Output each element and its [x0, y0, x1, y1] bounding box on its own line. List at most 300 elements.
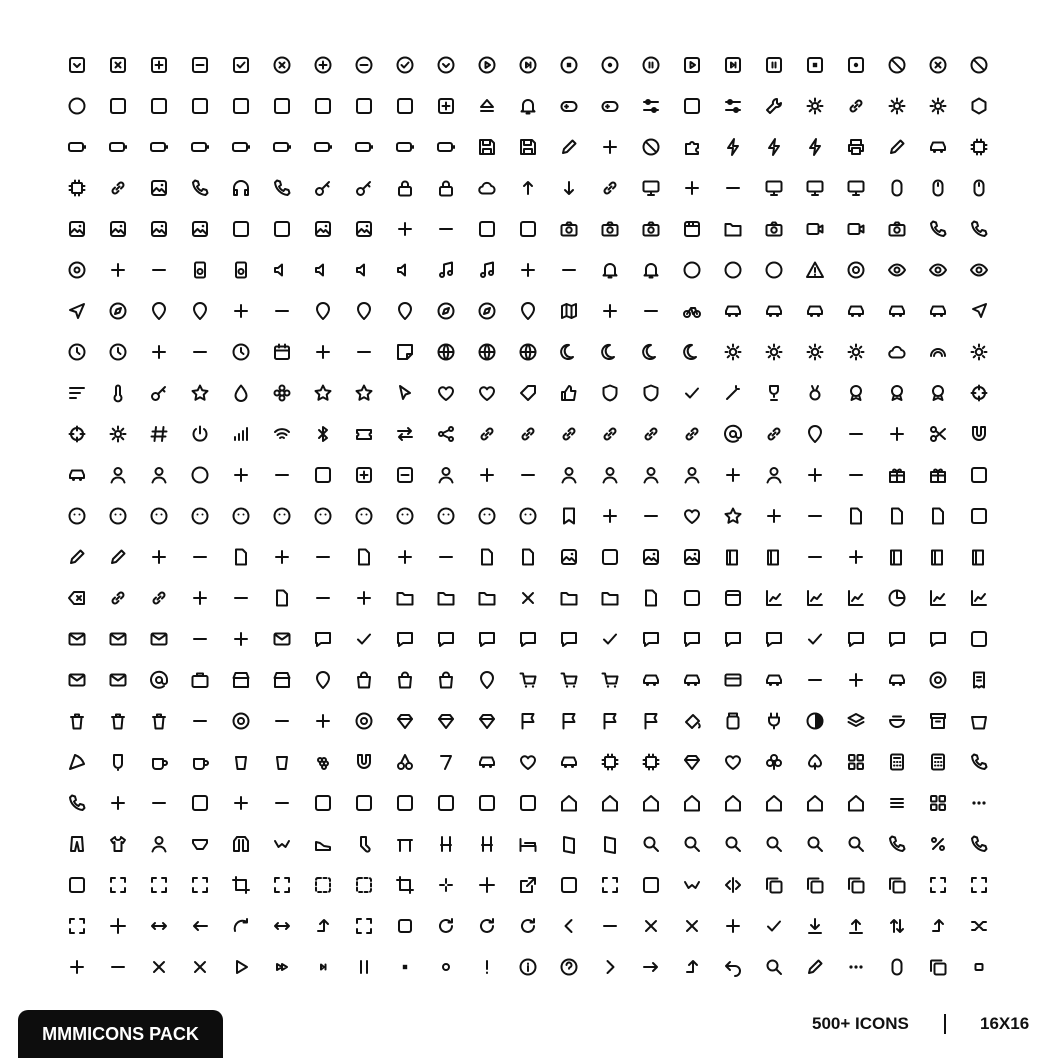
sock-icon	[343, 823, 384, 864]
corner-box-icon	[56, 864, 97, 905]
mouse-icon	[917, 167, 958, 208]
bolt-off-icon	[794, 126, 835, 167]
club-icon	[753, 741, 794, 782]
monitor-window-icon	[753, 167, 794, 208]
link-icon	[466, 413, 507, 454]
bolt-alt-icon	[753, 126, 794, 167]
gift-alt-icon	[917, 454, 958, 495]
user-alt-filled-icon	[589, 454, 630, 495]
shield-icon	[589, 372, 630, 413]
underwear-icon	[179, 823, 220, 864]
pin-add-icon	[302, 290, 343, 331]
calendar-minus-icon	[343, 331, 384, 372]
trousers-icon	[138, 823, 179, 864]
link-chain-icon	[835, 85, 876, 126]
dice-6-icon	[507, 782, 548, 823]
award-alt-icon	[876, 372, 917, 413]
train-alt-icon	[917, 290, 958, 331]
grid-icon	[917, 782, 958, 823]
check-icon	[753, 905, 794, 946]
sliders-alt-icon	[712, 85, 753, 126]
pin-plus-icon	[220, 290, 261, 331]
copy-icon	[753, 864, 794, 905]
car-alt-icon	[835, 290, 876, 331]
home-3-icon	[630, 782, 671, 823]
chat-alert-icon	[507, 618, 548, 659]
crop-icon	[384, 864, 425, 905]
photo-minus-icon	[425, 208, 466, 249]
calculator-grid-icon	[835, 741, 876, 782]
face-sad-icon	[56, 495, 97, 536]
store-icon	[220, 659, 261, 700]
pin-tack-minus-icon	[835, 413, 876, 454]
moon-icon	[671, 331, 712, 372]
check-circle-icon	[384, 44, 425, 85]
bus-icon	[712, 290, 753, 331]
clip-icon	[507, 413, 548, 454]
card-diamond-icon	[466, 741, 507, 782]
clipboard-minus-icon	[220, 577, 261, 618]
battery-low-icon	[97, 126, 138, 167]
list-box-icon	[671, 577, 712, 618]
arrows-h-icon	[138, 905, 179, 946]
chip-alt-icon	[56, 167, 97, 208]
zoom-in-icon	[712, 823, 753, 864]
bicycle-icon	[671, 290, 712, 331]
puzzle-icon	[671, 126, 712, 167]
shirt-icon	[97, 823, 138, 864]
clock-alert-icon	[220, 331, 261, 372]
bookmark-icon	[548, 495, 589, 536]
badge-ribbon-icon	[917, 372, 958, 413]
file-plus-alt-icon	[384, 536, 425, 577]
diamond-shape-icon	[671, 741, 712, 782]
face-worried-icon	[343, 495, 384, 536]
coin-icon	[220, 700, 261, 741]
card-icon	[753, 659, 794, 700]
diamond-alt-icon	[425, 700, 466, 741]
user-icon	[425, 454, 466, 495]
mail-alt-icon	[97, 618, 138, 659]
music-minus-icon	[548, 249, 589, 290]
user-plus-icon	[466, 454, 507, 495]
dice-minus-icon	[261, 782, 302, 823]
files-minus-icon	[302, 577, 343, 618]
camera-alt-icon	[589, 208, 630, 249]
sun-small-icon	[794, 331, 835, 372]
calendar-user-icon	[97, 454, 138, 495]
home-5-icon	[712, 782, 753, 823]
arrow-right-small-icon	[630, 946, 671, 987]
record-box-icon	[835, 44, 876, 85]
phone-call-icon	[876, 823, 917, 864]
chat-check-alt-icon	[589, 618, 630, 659]
id-card-icon	[56, 454, 97, 495]
home-alt-icon	[589, 782, 630, 823]
bed-icon	[507, 823, 548, 864]
alarm-clock-icon	[56, 331, 97, 372]
expand-icon	[97, 864, 138, 905]
jacket-icon	[220, 823, 261, 864]
shopping-bag-alt-icon	[466, 659, 507, 700]
wifi-icon	[261, 413, 302, 454]
chip-ring-icon	[630, 741, 671, 782]
basket-icon	[343, 659, 384, 700]
cart-icon	[507, 659, 548, 700]
attachment-icon	[712, 413, 753, 454]
bookmark-star-icon	[712, 495, 753, 536]
close-small-icon	[138, 946, 179, 987]
mail-x-icon	[261, 618, 302, 659]
location-icon	[138, 290, 179, 331]
power-icon	[179, 413, 220, 454]
easel-icon	[138, 208, 179, 249]
coin-alert-icon	[343, 700, 384, 741]
memory-card-icon	[917, 126, 958, 167]
skip-circle-icon	[507, 44, 548, 85]
chat-square-icon	[917, 618, 958, 659]
star-off-icon	[343, 372, 384, 413]
code-box-icon	[138, 85, 179, 126]
pie-chart-icon	[753, 577, 794, 618]
card-spade-icon	[548, 741, 589, 782]
save-alt-icon	[507, 126, 548, 167]
music-note-icon	[425, 249, 466, 290]
info-small-icon	[507, 946, 548, 987]
bookmark-plus-icon	[589, 495, 630, 536]
rotate-ccw-icon	[507, 905, 548, 946]
chat-icon	[466, 618, 507, 659]
battery-half-alt-icon	[343, 126, 384, 167]
pack-name-badge	[18, 1010, 223, 1058]
copy-stack-icon	[876, 864, 917, 905]
landscape-box-icon	[220, 208, 261, 249]
sliders-icon	[630, 85, 671, 126]
clock-plus-icon	[138, 331, 179, 372]
bucket-icon	[958, 700, 999, 741]
close-box-icon	[97, 44, 138, 85]
target-camera-icon	[876, 208, 917, 249]
file-icon	[220, 536, 261, 577]
chevron-down-box-icon	[56, 44, 97, 85]
pie-chart-alt-icon	[794, 577, 835, 618]
cart-alt-icon	[548, 659, 589, 700]
battery-empty-alt-icon	[261, 126, 302, 167]
ice-pop-icon	[97, 741, 138, 782]
arrow-in-box-icon	[630, 864, 671, 905]
face-meh-icon	[507, 495, 548, 536]
home-4-icon	[671, 782, 712, 823]
doc-plus-icon	[753, 495, 794, 536]
link-chain-alt-icon	[753, 413, 794, 454]
question-small-icon	[548, 946, 589, 987]
battery-full-alt-icon	[384, 126, 425, 167]
crosshair-alt-icon	[56, 413, 97, 454]
picture-alt-icon	[97, 208, 138, 249]
star-icon	[302, 372, 343, 413]
chat-check-icon	[343, 618, 384, 659]
doc-down-icon	[835, 495, 876, 536]
zoom-in-alt-icon	[835, 823, 876, 864]
trash-minus-icon	[179, 700, 220, 741]
save-plus-icon	[589, 126, 630, 167]
cloud-upload-icon	[466, 167, 507, 208]
arrow-down-circle-icon	[56, 85, 97, 126]
doc-star-icon	[876, 495, 917, 536]
monitor-plus-icon	[671, 167, 712, 208]
pants-icon	[56, 823, 97, 864]
pin-tack-icon	[794, 413, 835, 454]
lock-icon	[425, 167, 466, 208]
chair-icon	[425, 823, 466, 864]
map-minus-icon	[630, 290, 671, 331]
folders-icon	[384, 577, 425, 618]
minus-box-icon	[179, 44, 220, 85]
clock-icon	[97, 331, 138, 372]
save-edit-icon	[548, 126, 589, 167]
eye-icon	[876, 249, 917, 290]
phone-device-icon	[56, 782, 97, 823]
notebook-alt-icon	[753, 536, 794, 577]
shoe-icon	[302, 823, 343, 864]
magnet-alt-icon	[343, 741, 384, 782]
moon-new-icon	[548, 331, 589, 372]
rotate-cw-icon	[466, 905, 507, 946]
navigation-icon	[56, 290, 97, 331]
notebook-plus-icon	[835, 536, 876, 577]
chat-alt-icon	[630, 618, 671, 659]
paperclip-icon	[97, 167, 138, 208]
plus-large-icon	[712, 905, 753, 946]
doc-alert-icon	[917, 495, 958, 536]
mail-open-icon	[56, 659, 97, 700]
photo-frame-alt-icon	[630, 536, 671, 577]
dice-one-icon	[179, 782, 220, 823]
question-circle-icon	[671, 249, 712, 290]
image-box-alt-icon	[220, 85, 261, 126]
eject-icon	[466, 85, 507, 126]
more-icon	[958, 782, 999, 823]
user-box-minus-icon	[384, 454, 425, 495]
crop-frame-icon	[220, 864, 261, 905]
layers-icon	[835, 700, 876, 741]
home-6-icon	[753, 782, 794, 823]
plus-box-icon	[138, 44, 179, 85]
list-filter-icon	[56, 372, 97, 413]
dice-4-icon	[425, 782, 466, 823]
heart-off-icon	[466, 372, 507, 413]
user-box-plus-icon	[343, 454, 384, 495]
pill-icon	[876, 167, 917, 208]
move-select-icon	[466, 864, 507, 905]
speaker-alt-icon	[220, 249, 261, 290]
alert-circle-icon	[753, 249, 794, 290]
window-icon	[712, 577, 753, 618]
receipt-icon	[958, 659, 999, 700]
book-alt-icon	[917, 536, 958, 577]
thermometer-icon	[97, 372, 138, 413]
shield-check-icon	[671, 372, 712, 413]
dice-2-icon	[343, 782, 384, 823]
bracket-link-icon	[671, 413, 712, 454]
percent-icon	[917, 823, 958, 864]
plug-icon	[753, 700, 794, 741]
copy-small-icon	[917, 946, 958, 987]
play-small-icon	[220, 946, 261, 987]
block-rotate-icon	[630, 126, 671, 167]
video-icon	[794, 208, 835, 249]
compass-icon	[425, 290, 466, 331]
paint-bucket-icon	[671, 700, 712, 741]
record-circle-icon	[589, 44, 630, 85]
cup-alt-icon	[261, 741, 302, 782]
check-box-icon	[220, 44, 261, 85]
hashtag-icon	[138, 413, 179, 454]
chat-square-alert-icon	[835, 618, 876, 659]
music-note-alt-icon	[466, 249, 507, 290]
scissors-icon	[917, 413, 958, 454]
monitor-icon	[630, 167, 671, 208]
sun-icon	[712, 331, 753, 372]
bluetooth-icon	[302, 413, 343, 454]
compress-arrows-icon	[958, 864, 999, 905]
sticky-note-icon	[384, 331, 425, 372]
pencil-icon	[56, 536, 97, 577]
card-heart-icon	[507, 741, 548, 782]
close-circle-icon	[261, 44, 302, 85]
plus-box-alt-icon	[425, 85, 466, 126]
chip-target-icon	[589, 741, 630, 782]
inbox-image-icon	[589, 536, 630, 577]
clipboard-icon	[97, 577, 138, 618]
map-pin-person-icon	[507, 290, 548, 331]
battery-full-icon	[179, 126, 220, 167]
search-icon	[630, 823, 671, 864]
search-alt-icon	[753, 823, 794, 864]
pie-quarter-icon	[876, 577, 917, 618]
folder-closed-icon	[507, 577, 548, 618]
files-plus-icon	[343, 577, 384, 618]
brackets-icon	[671, 864, 712, 905]
image-box-5-icon	[343, 85, 384, 126]
at-minus-icon	[261, 454, 302, 495]
gear-icon	[794, 85, 835, 126]
battery-half-icon	[138, 126, 179, 167]
credit-card-icon	[630, 659, 671, 700]
folder-open-icon	[548, 577, 589, 618]
face-smile-icon	[97, 495, 138, 536]
key-diag-icon	[138, 372, 179, 413]
text-box-icon	[958, 495, 999, 536]
close-icon	[630, 905, 671, 946]
photo-corner-icon	[671, 536, 712, 577]
home-filled-icon	[835, 782, 876, 823]
chevron-right-small-icon	[589, 946, 630, 987]
pie-chart-half-icon	[835, 577, 876, 618]
ellipsis-icon	[835, 946, 876, 987]
trash-alt-icon	[97, 700, 138, 741]
at-sign-icon	[138, 659, 179, 700]
video-alt-icon	[835, 208, 876, 249]
save-icon	[466, 126, 507, 167]
chevron-down-circle-icon	[425, 44, 466, 85]
fast-forward-icon	[261, 946, 302, 987]
chat-square-dots-icon	[876, 618, 917, 659]
users-group-icon	[753, 454, 794, 495]
gift-icon	[876, 454, 917, 495]
image-box-6-icon	[384, 85, 425, 126]
user-box-icon	[302, 454, 343, 495]
microphone-off-icon	[958, 208, 999, 249]
close-large-icon	[671, 905, 712, 946]
minus-icon	[589, 905, 630, 946]
disc-plus-icon	[97, 249, 138, 290]
arrow-down-box-icon	[97, 85, 138, 126]
dice-plus-icon	[220, 782, 261, 823]
edit-icon	[97, 536, 138, 577]
pause-box-icon	[753, 44, 794, 85]
book-open-icon	[958, 536, 999, 577]
cloud-icon	[876, 331, 917, 372]
external-box-icon	[548, 864, 589, 905]
shuffle-icon	[958, 905, 999, 946]
stop-box-icon	[794, 44, 835, 85]
thumbs-up-icon	[548, 372, 589, 413]
refresh-icon	[425, 905, 466, 946]
gear-alt-icon	[876, 85, 917, 126]
turn-up-icon	[917, 905, 958, 946]
file-chart-icon	[630, 577, 671, 618]
briefcase-icon	[179, 659, 220, 700]
door-alt-icon	[589, 823, 630, 864]
at-plus-icon	[220, 454, 261, 495]
collapse-diag-icon	[384, 905, 425, 946]
expand-diag-icon	[343, 905, 384, 946]
external-icon	[507, 864, 548, 905]
notebook-minus-icon	[794, 536, 835, 577]
pin-tack-plus-icon	[876, 413, 917, 454]
files-icon	[261, 577, 302, 618]
image-box-3-icon	[261, 85, 302, 126]
users-plus-icon	[712, 454, 753, 495]
block-alt-icon	[958, 44, 999, 85]
tag-icon	[507, 372, 548, 413]
battery-charging-icon	[220, 126, 261, 167]
icon-size-label: 16X16	[980, 1014, 1030, 1033]
gem-icon	[466, 700, 507, 741]
settings-gear-icon	[97, 413, 138, 454]
pin-icon	[179, 290, 220, 331]
star-four-icon	[179, 372, 220, 413]
copy-alt-icon	[794, 864, 835, 905]
expand-arrows-icon	[917, 864, 958, 905]
bell-ring-icon	[507, 85, 548, 126]
table-icon	[384, 823, 425, 864]
square-small-icon	[958, 946, 999, 987]
home-7-icon	[794, 782, 835, 823]
image-square-icon	[138, 167, 179, 208]
volume-mid-icon	[343, 249, 384, 290]
picture-icon	[56, 208, 97, 249]
file-plus-icon	[261, 536, 302, 577]
cart-full-icon	[589, 659, 630, 700]
jar-icon	[712, 700, 753, 741]
volume-high-icon	[384, 249, 425, 290]
magnet-icon	[958, 413, 999, 454]
pin-minus-icon	[261, 290, 302, 331]
pause-small-icon	[343, 946, 384, 987]
bell-icon	[589, 249, 630, 290]
